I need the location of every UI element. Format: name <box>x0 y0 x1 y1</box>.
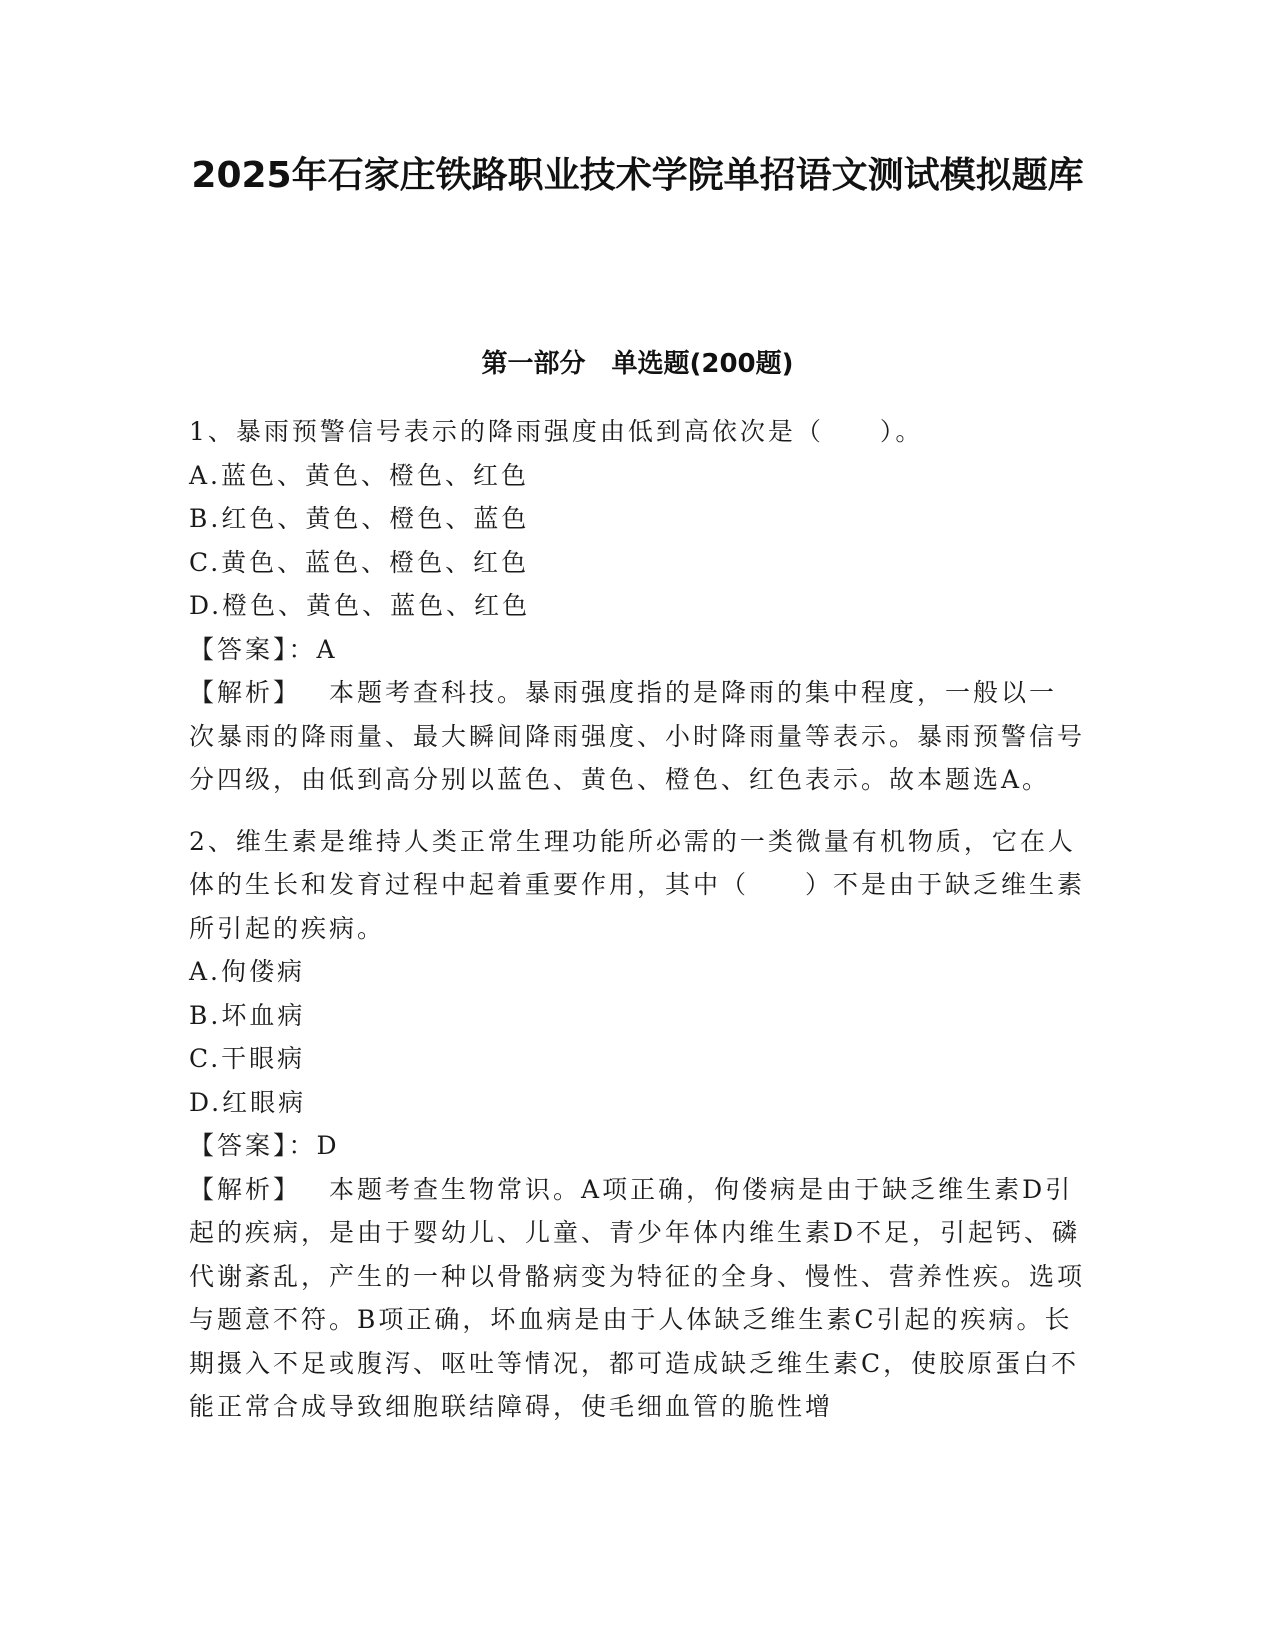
analysis-text: 本题考查生物常识。A项正确，佝偻病是由于缺乏维生素D引起的疾病，是由于婴幼儿、儿童、青少年体内维生素D不足，引起钙、磷代谢紊乱，产生的一种以骨骼病变为特征的全身、慢性、营养性疾。选项与题意不符。B项正确，坏血病是由于人体缺乏维生素C引起的疾病。长期摄入不足或腹泻、呕吐等情况，都可造成缺乏维生素C，使胶原蛋白不能正常合成导致细胞联结障碍，使毛细血管的脆性增 <box>189 1174 1086 1421</box>
option-d: D.橙色、黄色、蓝色、红色 <box>189 591 531 620</box>
question-stem: 2、维生素是维持人类正常生理功能所必需的一类微量有机物质，它在人体的生长和发育过程中起着重要作用，其中（ ）不是由于缺乏维生素所引起的疾病。 <box>189 826 1086 943</box>
question-stem: 1、暴雨预警信号表示的降雨强度由低到高依次是（ ）。 <box>189 417 924 446</box>
answer-value: A <box>316 634 338 664</box>
question-list <box>189 410 1085 1447</box>
analysis-label: 【解析】 <box>189 678 302 707</box>
answer-line <box>189 1124 1085 1168</box>
option-c: C.干眼病 <box>189 1044 306 1073</box>
question-1 <box>189 410 1085 802</box>
option-a: A.佝偻病 <box>189 957 306 986</box>
option-d: D.红眼病 <box>189 1087 307 1117</box>
question-2 <box>189 820 1085 1429</box>
answer-label: 【答案】： <box>189 1131 317 1160</box>
analysis-paragraph <box>189 671 1085 802</box>
section-heading: 第一部分 单选题(200题) <box>481 349 794 379</box>
option-b: B.红色、黄色、橙色、蓝色 <box>189 504 530 533</box>
answer-label: 【答案】： <box>189 634 317 664</box>
answer-value: D <box>316 1131 340 1160</box>
analysis-paragraph <box>189 1168 1085 1429</box>
option-b: B.坏血病 <box>189 1000 306 1030</box>
analysis-label: 【解析】 <box>189 1174 302 1204</box>
option-a: A.蓝色、黄色、橙色、红色 <box>189 460 530 490</box>
answer-line <box>189 628 1085 672</box>
analysis-text: 本题考查科技。暴雨强度指的是降雨的集中程度，一般以一次暴雨的降雨量、最大瞬间降雨强度、小时降雨量等表示。暴雨预警信号分四级，由低到高分别以蓝色、黄色、橙色、红色表示。故本题选A。 <box>189 678 1086 794</box>
option-c: C.黄色、蓝色、橙色、红色 <box>189 547 530 577</box>
document-title: 2025年石家庄铁路职业技术学院单招语文测试模拟题库 <box>191 155 1084 196</box>
